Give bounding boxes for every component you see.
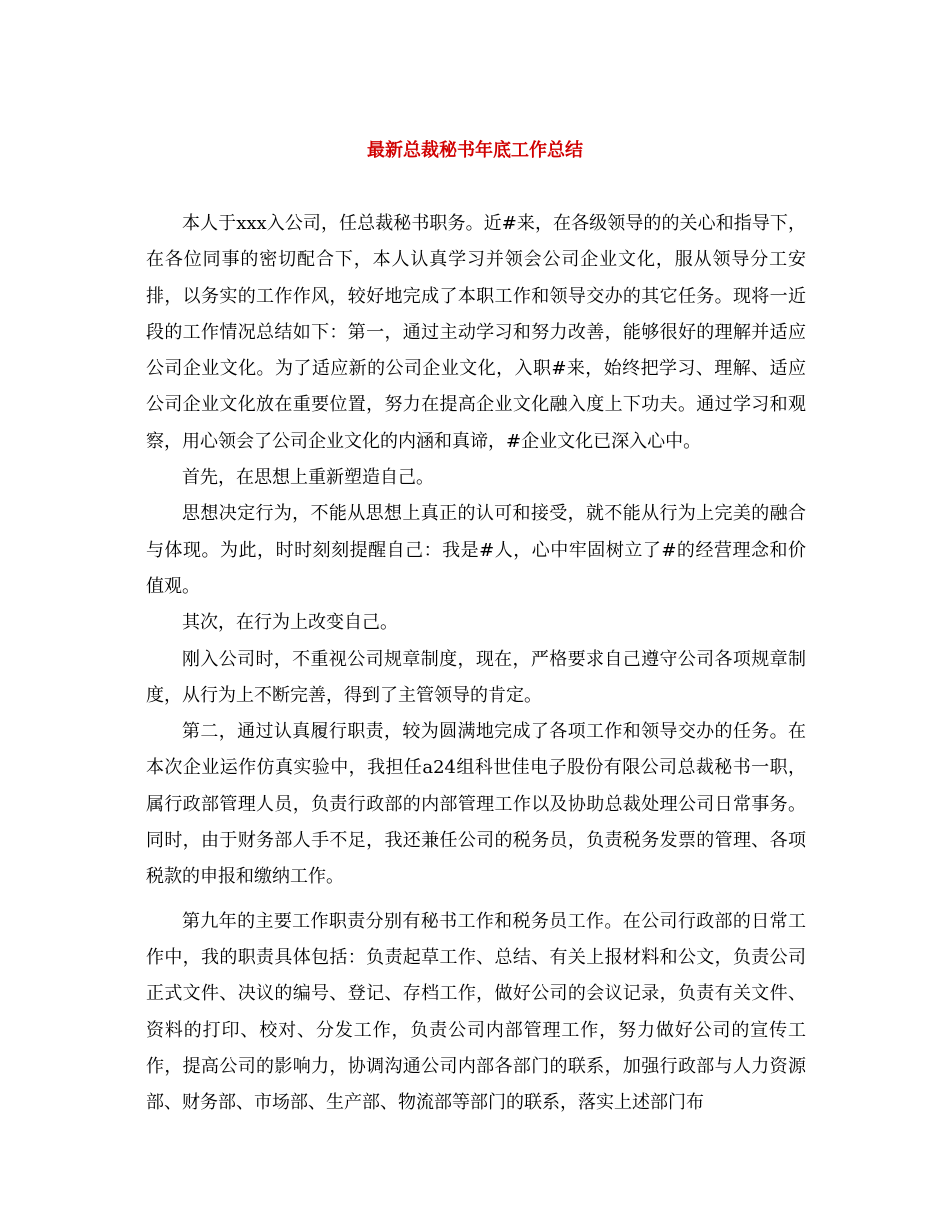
paragraph-second-point: 其次，在行为上改变自己。 [182,612,398,634]
document-body [146,206,806,1121]
paragraph-duties: 第二，通过认真履行职责，较为圆满地完成了各项工作和领导交办的任务。在本次企业运作仿真实验中，我担任a24组科世佳电子股份有限公司总裁秘书一职，属行政部管理人员，负责行政部的内部管理工作以及协助总裁处理公司日常事务。同时，由于财务部人手不足，我还兼任公司的税务员，负责税务发票的管理、各项税款的申报和缴纳工作。 [146,721,806,888]
paragraph-behavior: 刚入公司时，不重视公司规章制度，现在，严格要求自己遵守公司各项规章制度，从行为上不断完善，得到了主管领导的肯定。 [146,648,806,706]
paragraph-intro: 本人于xxx入公司，任总裁秘书职务。近#来，在各级领导的的关心和指导下，在各位同事的密切配合下，本人认真学习并领会公司企业文化，服从领导分工安排，以务实的工作作风，较好地完成了本职工作和领导交办的其它任务。现将一近段的工作情况总结如下：第一，通过主动学习和努力改善，能够很好的理解并适应公司企业文化。为了适应新的公司企业文化，入职#来，始终把学习、理解、适应公司企业文化放在重要位置，努力在提高企业文化融入度上下功夫。通过学习和观察，用心领会了公司企业文化的内涵和真谛，#企业文化已深入心中。 [146,213,806,452]
paragraph-thought: 思想决定行为，不能从思想上真正的认可和接受，就不能从行为上完美的融合与体现。为此，时时刻刻提醒自己：我是#人，心中牢固树立了#的经营理念和价值观。 [146,503,806,597]
paragraph-first-point: 首先，在思想上重新塑造自己。 [182,467,434,489]
document-title: 最新总裁秘书年底工作总结 [367,140,583,161]
paragraph-ninth-year: 第九年的主要工作职责分别有秘书工作和税务员工作。在公司行政部的日常工作中，我的职责具体包括：负责起草工作、总结、有关上报材料和公文，负责公司正式文件、决议的编号、登记、存档工作，做好公司的会议记录，负责有关文件、资料的打印、校对、分发工作，负责公司内部管理工作，努力做好公司的宣传工作，提高公司的影响力，协调沟通公司内部各部门的联系，加强行政部与人力资源部、财务部、市场部、生产部、物流部等部门的联系，落实上述部门布 [146,910,806,1114]
